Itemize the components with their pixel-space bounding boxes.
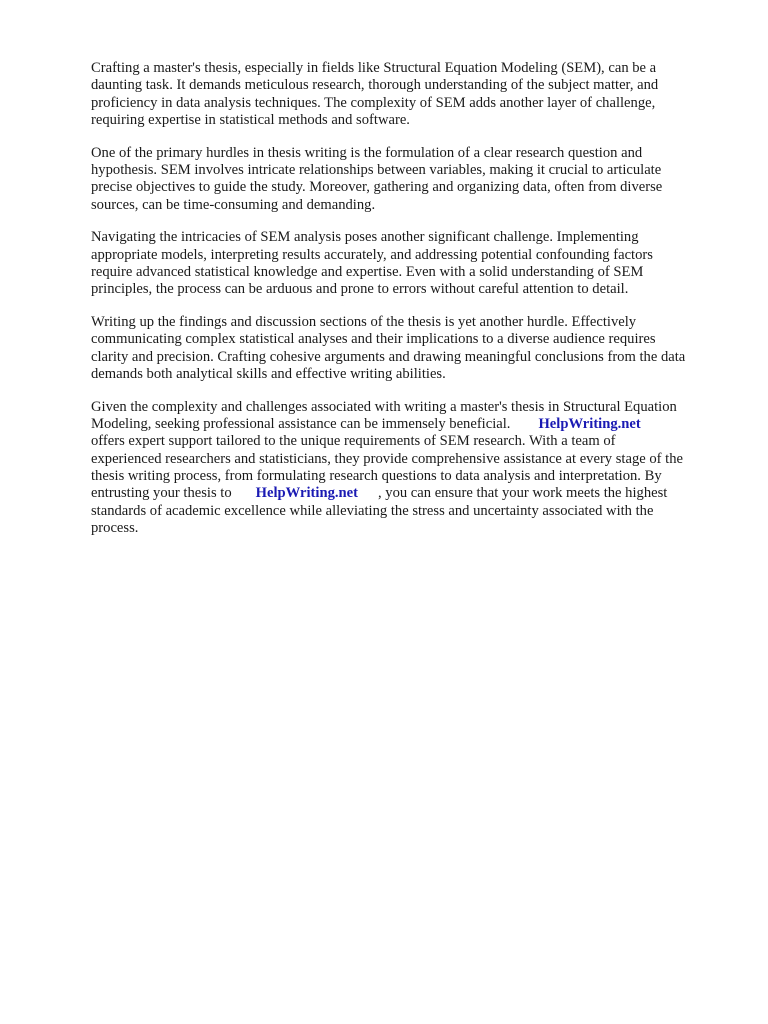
paragraph-writing: Writing up the findings and discussion sections of the thesis is yet another hurdle. Effectively communicating complex statistical analyses and their implications to a diverse audience requires clarity and precision. Crafting cohesive arguments and drawing meaningful conclusions from the data demands both analytical skills and effective writing abilities. [91, 314, 686, 382]
helpwriting-link-1[interactable]: HelpWriting.net [538, 416, 641, 433]
paragraph-analysis: Navigating the intricacies of SEM analysis poses another significant challenge. Implementing appropriate models, interpreting results accurately, and addressing potential confounding factors require advanced statistical knowledge and expertise. Even with a solid understanding of SEM principles, the process can be arduous and prone to errors without careful attention to detail. [91, 229, 653, 298]
paragraph-hurdles: One of the primary hurdles in thesis writing is the formulation of a clear research question and hypothesis. SEM involves intricate relationships between variables, making it crucial to articulate precise objectives to guide the study. Moreover, gathering and organizing data, often from diverse sources, can be time-consuming and demanding. [91, 144, 663, 213]
paragraph-conclusion [91, 399, 731, 537]
paragraph-intro: Crafting a master's thesis, especially in fields like Structural Equation Modeling (SEM), can be a daunting task. It demands meticulous research, thorough understanding of the subject matter, and proficiency in data analysis techniques. The complexity of SEM adds another layer of challenge, requiring expertise in statistical methods and software. [91, 60, 659, 128]
helpwriting-link-2[interactable]: HelpWriting.net [255, 485, 358, 502]
conclusion-text-part1: Given the complexity and challenges associated with writing a master's thesis in Structural Equation Modeling, seeking professional assistance can be immensely beneficial. [91, 398, 677, 433]
conclusion-text-part2: offers expert support tailored to the unique requirements of SEM research. With a team of experienced researchers and statisticians, they provide comprehensive assistance at every stage of the thesis writing process, from formulating research questions to data analysis and interpretation. By entrusting your thesis to [91, 433, 684, 502]
document-body [91, 60, 731, 553]
conclusion-text-part3: , you can ensure that your work meets the highest standards of academic excellence while alleviating the stress and uncertainty associated with the process. [91, 485, 668, 536]
